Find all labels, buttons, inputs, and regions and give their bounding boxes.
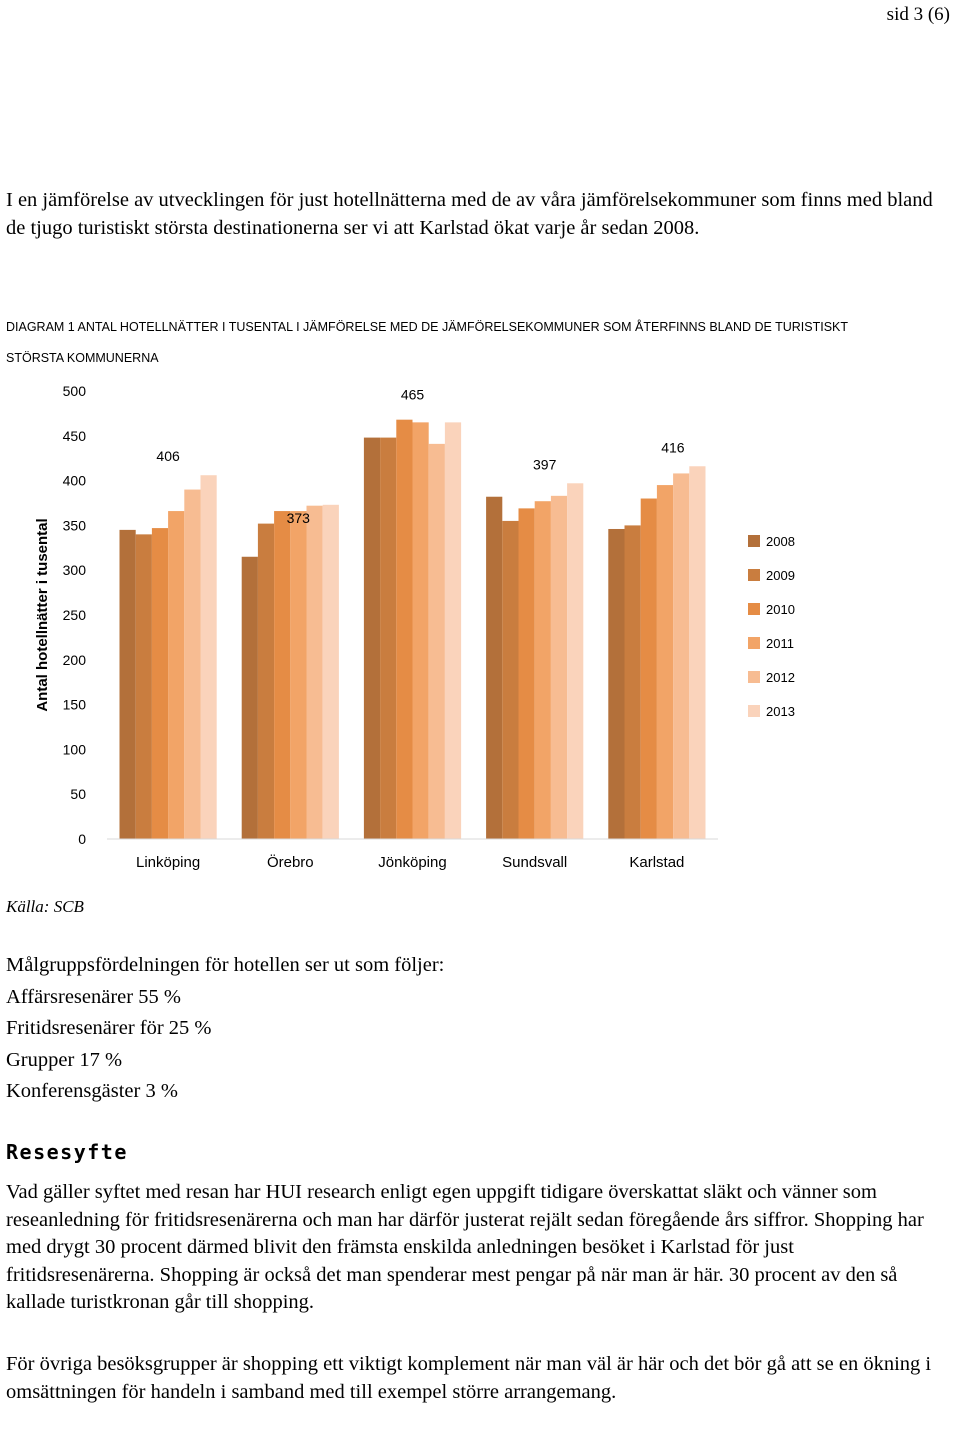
legend-label: 2010	[766, 602, 795, 617]
data-label: 406	[156, 448, 180, 465]
target-group-item: Konferensgäster 3 %	[6, 1080, 178, 1102]
legend-label: 2009	[766, 568, 795, 583]
bar-2012	[307, 506, 323, 839]
data-label: 465	[400, 386, 425, 403]
legend	[748, 534, 795, 719]
bar-2012	[551, 496, 567, 839]
bar-2011	[657, 485, 673, 839]
target-group-list	[6, 950, 444, 1108]
legend-label: 2013	[766, 704, 795, 719]
bar-2013	[445, 422, 461, 839]
y-tick-label: 300	[62, 562, 86, 579]
y-tick-label: 400	[62, 472, 86, 489]
bar-2012	[184, 490, 200, 839]
legend-label: 2011	[766, 636, 794, 651]
body-paragraph: För övriga besöksgrupper är shopping ett viktigt komplement när man väl är här och det bör gå att se en ökning i omsättningen för handeln i samband med till exempel större arrangemang.	[6, 1353, 932, 1403]
bar-2009	[625, 525, 641, 839]
x-tick-label: Jönköping	[378, 854, 447, 871]
body-paragraph: Vad gäller syftet med resan har HUI research enligt egen uppgift tidigare överskattat släkt och vänner som reseanledning för fritidsresenärerna och man har därför justerat rejält sedan föregående års siffror. Shopping har med drygt 30 procent därmed blivit den främsta enskilda anledningen besöket i Karlstad för just fritidsresenärerna. Shopping är också det man spenderar mest pengar på när man är här. 30 procent av den så kallade turistkronan går till shopping.	[6, 1181, 924, 1313]
bars	[107, 420, 718, 839]
bar-2011	[290, 511, 306, 839]
y-tick-label: 500	[62, 383, 86, 399]
bar-2009	[258, 524, 274, 839]
x-tick-label: Karlstad	[629, 854, 685, 871]
bar-2008	[608, 529, 624, 839]
bar-2013	[201, 475, 217, 839]
data-label: 397	[533, 456, 557, 473]
bar-2010	[152, 528, 168, 839]
y-tick-label: 350	[62, 517, 86, 534]
section-heading: Resesyfte	[6, 1140, 128, 1164]
bar-2009	[136, 534, 152, 839]
y-tick-label: 150	[62, 696, 86, 713]
y-tick-label: 200	[62, 651, 86, 668]
bar-2013	[323, 505, 339, 839]
y-tick-label: 100	[62, 741, 86, 758]
chart-caption: DIAGRAM 1 ANTAL HOTELLNÄTTER I TUSENTAL I JÄMFÖRELSE MED DE JÄMFÖRELSEKOMMUNER SOM ÅTERFINNS BLAND DE TURISTISKT STÖRSTA KOMMUNERNA	[6, 320, 848, 365]
bar-2013	[689, 466, 705, 839]
x-tick-label: Sundsvall	[502, 854, 568, 871]
bar-2009	[380, 438, 396, 839]
y-axis-ticks	[63, 383, 87, 847]
bar-2012	[429, 444, 445, 839]
y-tick-label: 450	[62, 427, 86, 444]
bar-2011	[413, 422, 429, 839]
bar-2010	[396, 420, 412, 839]
bar-2010	[641, 499, 657, 839]
x-axis-labels	[136, 853, 684, 871]
bar-2008	[120, 530, 136, 839]
legend-label: 2012	[766, 670, 795, 685]
legend-swatch	[748, 671, 760, 683]
y-tick-label: 250	[62, 607, 86, 623]
target-group-item: Fritidsresenärer för 25 %	[6, 1017, 212, 1039]
target-group-item: Grupper 17 %	[6, 1048, 123, 1071]
bar-2008	[486, 497, 502, 839]
legend-swatch	[748, 705, 760, 717]
intro-paragraph: I en jämförelse av utvecklingen för just hotellnätterna med de av våra jämförelsekommuner som finns med bland de tjugo turistiskt största destinationerna ser vi att Karlstad ökat varje år sedan 2008.	[6, 189, 933, 239]
bar-2011	[535, 501, 551, 839]
target-group-intro: Målgruppsfördelningen för hotellen ser ut som följer:	[6, 954, 445, 976]
bar-2013	[567, 483, 583, 839]
page-number: sid 3 (6)	[886, 4, 950, 25]
legend-swatch	[748, 603, 760, 615]
bar-2011	[168, 511, 184, 839]
bar-2010	[519, 508, 535, 839]
target-group-item: Affärsresenärer 55 %	[6, 985, 181, 1008]
y-axis-title: Antal hotellnätter i tusental	[34, 518, 51, 712]
y-tick-label: 50	[70, 786, 86, 803]
bar-2009	[502, 521, 518, 839]
bar-2010	[274, 511, 290, 839]
data-label: 373	[286, 509, 310, 526]
x-tick-label: Linköping	[135, 854, 201, 871]
legend-swatch	[748, 637, 760, 649]
y-tick-label: 0	[78, 831, 86, 847]
legend-swatch	[748, 535, 760, 547]
bar-2012	[673, 473, 689, 839]
x-tick-label: Örebro	[266, 854, 314, 871]
legend-label: 2008	[766, 534, 795, 549]
bar-2008	[242, 557, 258, 839]
legend-swatch	[748, 569, 760, 581]
hotel-nights-bar-chart	[0, 375, 960, 885]
source-note: Källa: SCB	[6, 897, 84, 916]
data-label: 416	[661, 439, 685, 456]
bar-2008	[364, 438, 380, 839]
